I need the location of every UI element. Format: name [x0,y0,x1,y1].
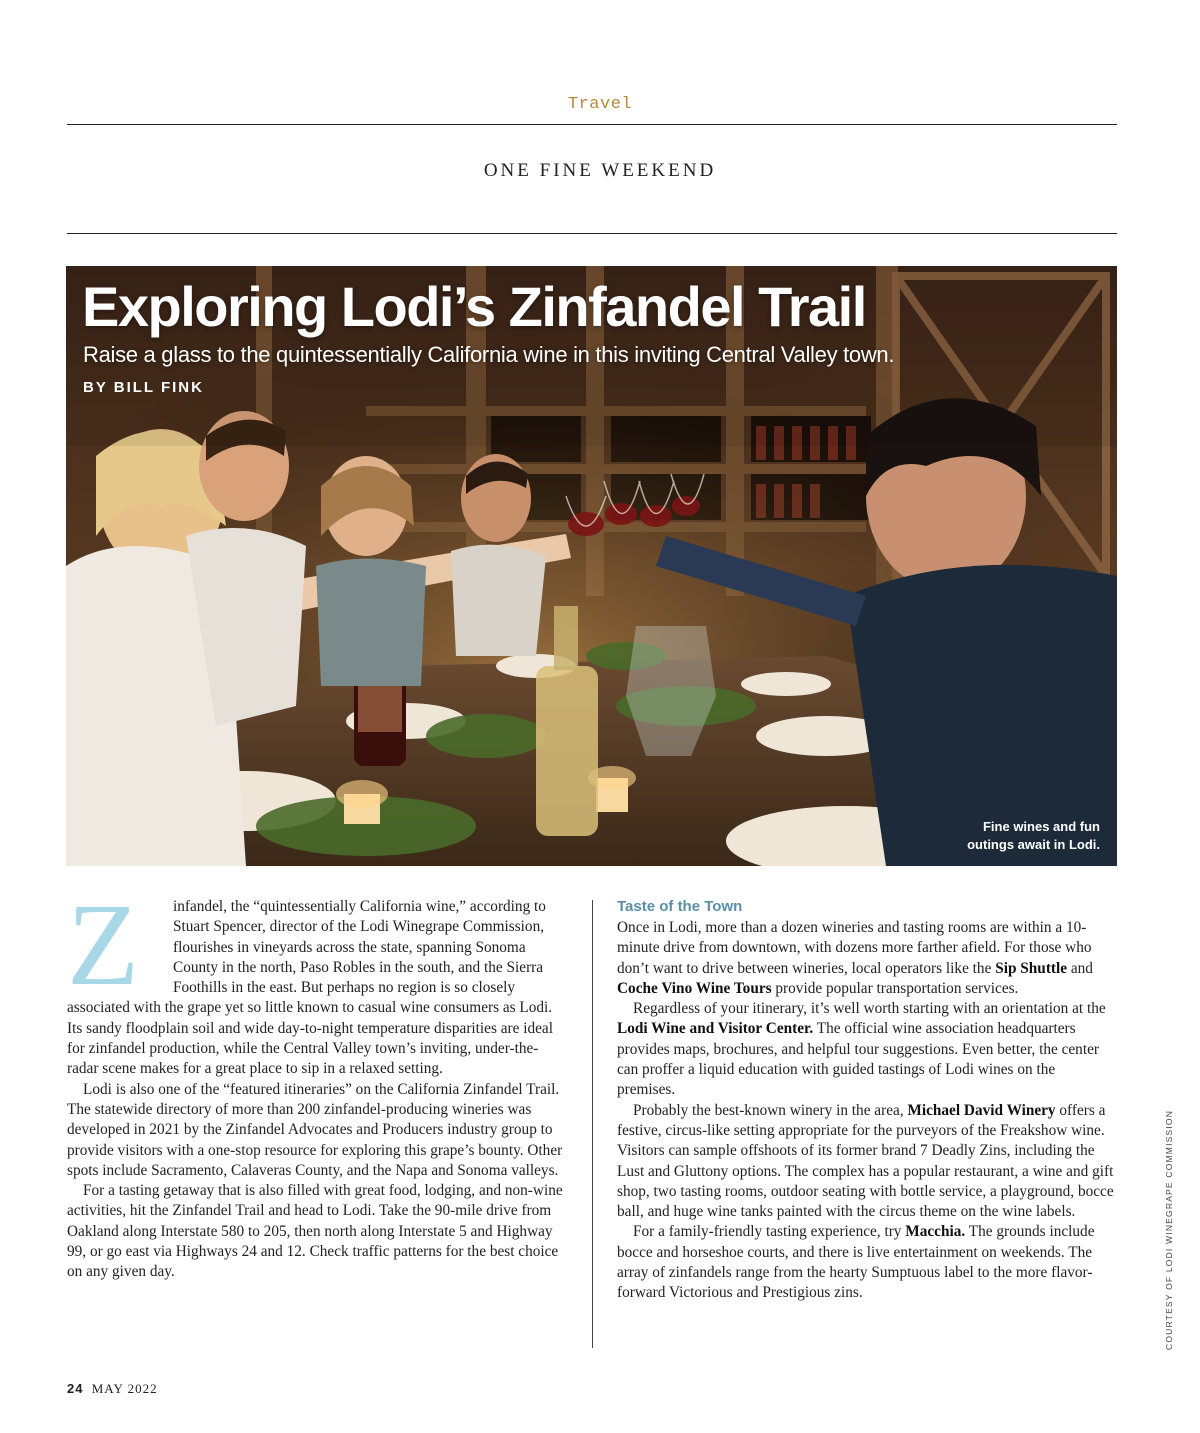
page-number: 24 [67,1381,84,1396]
top-rule [67,124,1117,125]
paragraph-visitor-center: Regardless of your itinerary, it’s well worth starting with an orientation at the Lodi Wine and Visitor Center. The official wine association headquarters provides maps, brochures, and helpful tour suggestions. Even better, the center can proffer a liquid education with guided tastings of Lodi wines on the premises. [617,1000,1106,1099]
venue-coche-vino: Coche Vino Wine Tours [617,979,772,997]
paragraph-macchia: For a family-friendly tasting experience, try Macchia. The grounds include bocce and horseshoe courts, and there is live entertainment on weekends. The array of zinfandels range from the hearty Sumptuous label to the more flavor-forward Victorious and Prestigious zins. [617,1223,1095,1302]
issue-date: MAY 2022 [91,1381,158,1396]
paragraph-transport: Once in Lodi, more than a dozen wineries and tasting rooms are within a 10-minute drive from downtown, with dozens more farther afield. For those who don’t want to drive between wineries, local operators like the Sip Shuttle and Coche Vino Wine Tours provide popular transportation services. [617,919,1093,997]
article-column-left [67,879,569,1283]
section-tag: Travel [567,95,633,114]
photo-caption [967,818,1100,854]
drop-cap: Z [67,879,140,1010]
paragraph-intro: infandel, the “quintessentially California wine,” according to Stuart Spencer, director of the Lodi Winegrape Commission, flourishes in vineyards across the state, spanning Sonoma County in the north, Paso Robles in the south, and the Sierra Foothills in the east. But perhaps no region is so closely associated with the grape yet so little known to casual wine consumers as Lodi. Its sandy floodplain soil and wide day-to-night temperature disparities are ideal for zinfandel production, while the Central Valley town’s inviting, under-the-radar scene makes for a great place to sip in a relaxed setting. [67,898,553,1078]
kicker-rule [67,233,1117,234]
article-column-right [617,897,1117,1304]
paragraph-michael-david: Probably the best-known winery in the area, Michael David Winery offers a festive, circus-like setting appropriate for the purveyors of the Freakshow wine. Visitors can sample offshoots of its former brand 7 Deadly Zins, including the Lust and Gluttony options. The complex has a popular restaurant, a wine and gift shop, two tasting rooms, outdoor seating with bottle service, a playground, bocce ball, and huge wine tanks painted with the circus theme on the wine labels. [617,1101,1114,1221]
article-title: Exploring Lodi’s Zinfandel Trail [82,275,866,338]
subhead-taste-of-the-town: Taste of the Town [617,898,743,915]
article-subtitle: Raise a glass to the quintessentially California wine in this inviting Central Valley town. [83,342,895,367]
hero-photo [66,266,1117,866]
page-footer [67,1381,158,1397]
column-divider [592,900,593,1348]
venue-sip-shuttle: Sip Shuttle [995,959,1068,977]
venue-michael-david-winery: Michael David Winery [907,1101,1056,1119]
paragraph-trail: Lodi is also one of the “featured itineraries” on the California Zinfandel Trail. The statewide directory of more than 200 zinfandel-producing wineries was developed in 2021 by the Zinfandel Advocates and Producers industry group to provide visitors with a one-stop resource for exploring this grape’s bounty. Other spots include Sacramento, Calaveras County, and the Napa and Sonoma valleys. [67,1080,563,1179]
paragraph-getaway: For a tasting getaway that is also filled with great food, lodging, and non-wine activities, hit the Zinfandel Trail and head to Lodi. Take the 90-mile drive from Oakland along Interstate 580 to 205, then north along Interstate 5 and Highway 99, or go east via Highways 24 and 12. Check traffic patterns for the best choice on any given day. [67,1182,563,1281]
photo-credit: COURTESY OF LODI WINEGRAPE COMMISSION [1164,1109,1174,1350]
photo-caption-line1: Fine wines and fun [982,819,1100,834]
venue-macchia: Macchia. [905,1223,966,1241]
photo-caption-line2: outings await in Lodi. [967,837,1100,852]
column-kicker: ONE FINE WEEKEND [483,160,717,181]
article-byline: BY BILL FINK [83,379,204,396]
venue-lodi-wine-visitor-center: Lodi Wine and Visitor Center. [617,1020,814,1038]
